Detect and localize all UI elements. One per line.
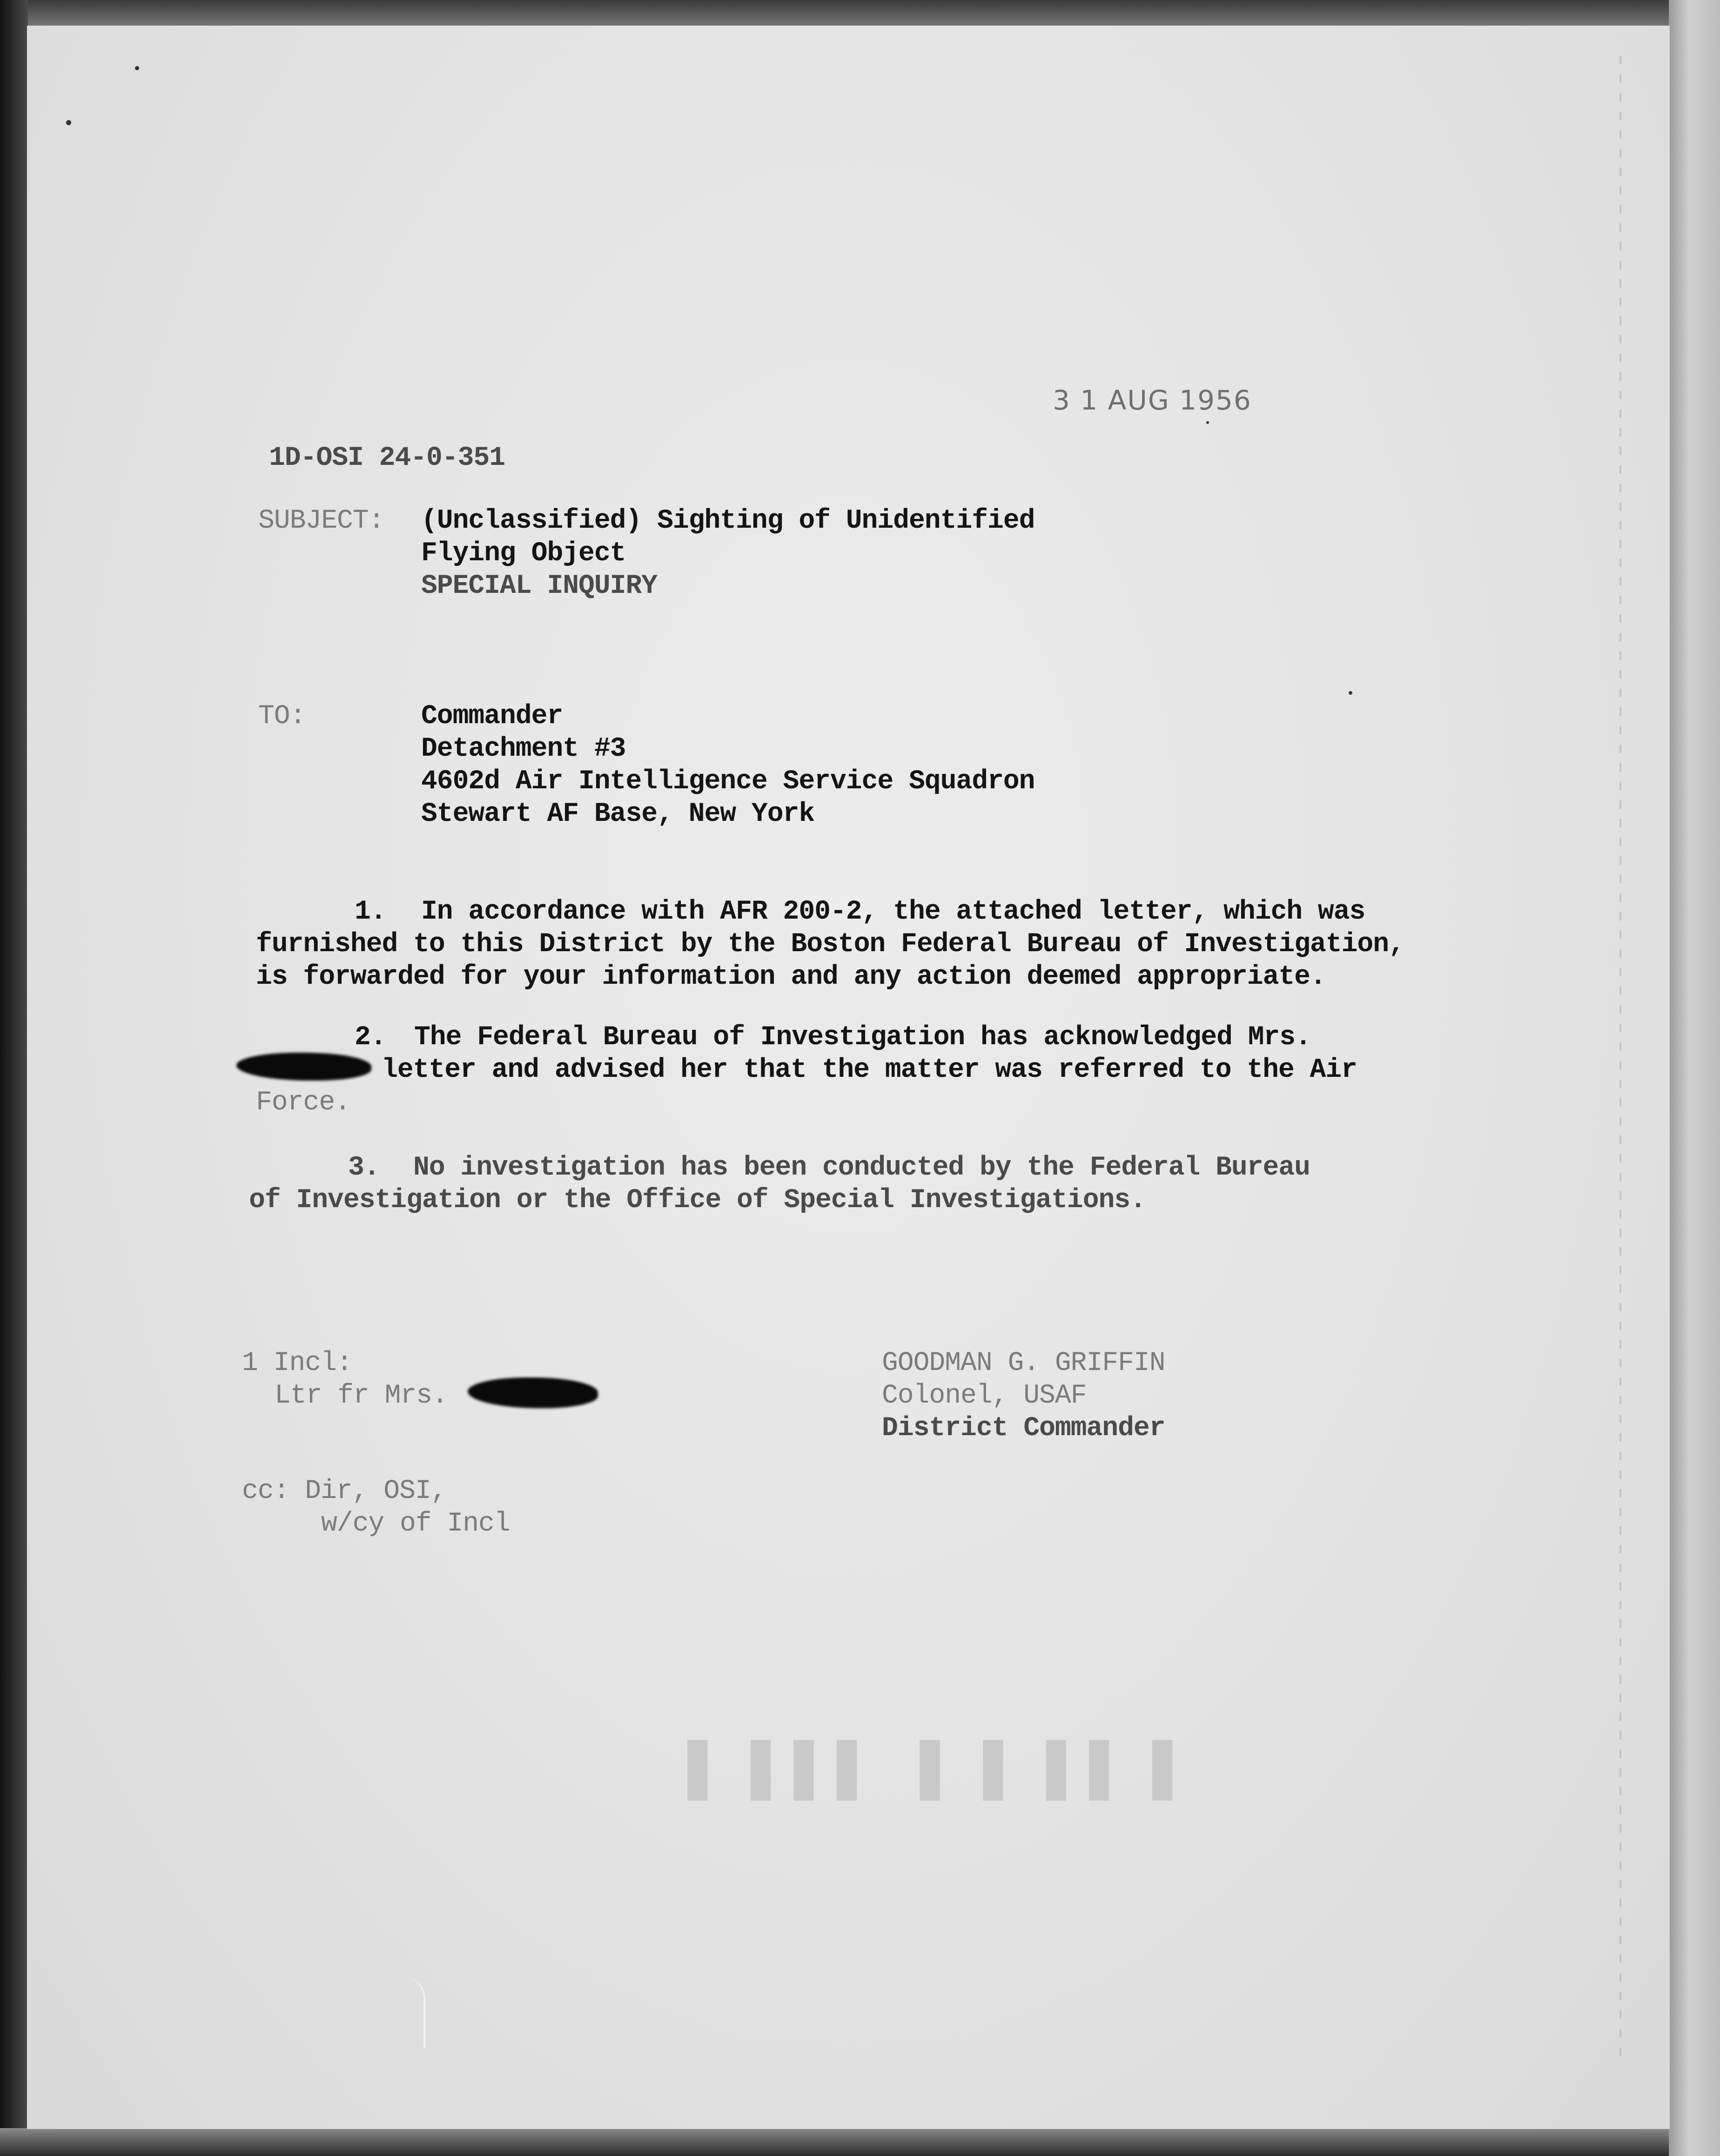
paragraph-1-line-2: furnished to this District by the Boston Federal Bureau of Investigation, <box>256 929 1404 960</box>
paragraph-2-line-3: Force. <box>256 1088 350 1118</box>
dust-speck <box>135 66 139 70</box>
film-border-left <box>0 0 28 2156</box>
subject-line-1: (Unclassified) Sighting of Unidentified <box>421 506 1035 536</box>
film-border-right <box>1669 0 1720 2156</box>
paragraph-3-line-2: of Investigation or the Office of Special Investigations. <box>249 1185 1146 1216</box>
paragraph-2-line-1: The Federal Bureau of Investigation has acknowledged Mrs. <box>414 1022 1311 1053</box>
paragraph-1-number: 1. <box>355 897 386 927</box>
bleed-through-mark: ▌▐ ▌ ▌▐ ▐▐ ▌▐ <box>684 1740 1172 1800</box>
paper-mark <box>405 1978 425 2048</box>
film-border-top <box>0 0 1720 28</box>
date-stamp: 3 1 AUG 1956 <box>1053 384 1252 416</box>
paragraph-2-line-2: letter and advised her that the matter was referred to the Air <box>382 1055 1357 1085</box>
paragraph-3-line-1: No investigation has been conducted by the Federal Bureau <box>413 1153 1310 1183</box>
paragraph-1-line-3: is forwarded for your information and any action deemed appropriate. <box>256 962 1326 992</box>
paragraph-1-line-1: In accordance with AFR 200-2, the attached letter, which was <box>421 897 1365 927</box>
paragraph-2-number: 2. <box>355 1022 386 1053</box>
enclosure-label: 1 Incl: <box>242 1348 352 1378</box>
film-border-bottom <box>0 2128 1720 2156</box>
subject-line-2: Flying Object <box>421 538 626 569</box>
addressee-line-4: Stewart AF Base, New York <box>421 799 815 829</box>
dust-speck <box>1349 691 1352 695</box>
page-edge-shadow <box>1619 56 1621 2057</box>
addressee-line-1: Commander <box>421 701 563 732</box>
dust-speck <box>1206 421 1209 424</box>
paragraph-3-number: 3. <box>348 1153 380 1183</box>
subject-label: SUBJECT: <box>258 506 384 536</box>
addressee-line-2: Detachment #3 <box>421 734 626 764</box>
to-label: TO: <box>258 701 306 732</box>
addressee-line-3: 4602d Air Intelligence Service Squadron <box>421 766 1035 797</box>
cc-line-1: cc: Dir, OSI, <box>242 1476 447 1506</box>
signer-title: District Commander <box>882 1413 1165 1444</box>
file-reference: 1D-OSI 24-0-351 <box>269 443 505 473</box>
dust-speck <box>66 120 71 125</box>
subject-line-3: SPECIAL INQUIRY <box>421 571 658 601</box>
cc-line-2: w/cy of Incl <box>321 1509 510 1539</box>
enclosure-description: Ltr fr Mrs. <box>275 1381 448 1411</box>
signer-name: GOODMAN G. GRIFFIN <box>882 1348 1165 1378</box>
signer-rank: Colonel, USAF <box>882 1381 1087 1411</box>
